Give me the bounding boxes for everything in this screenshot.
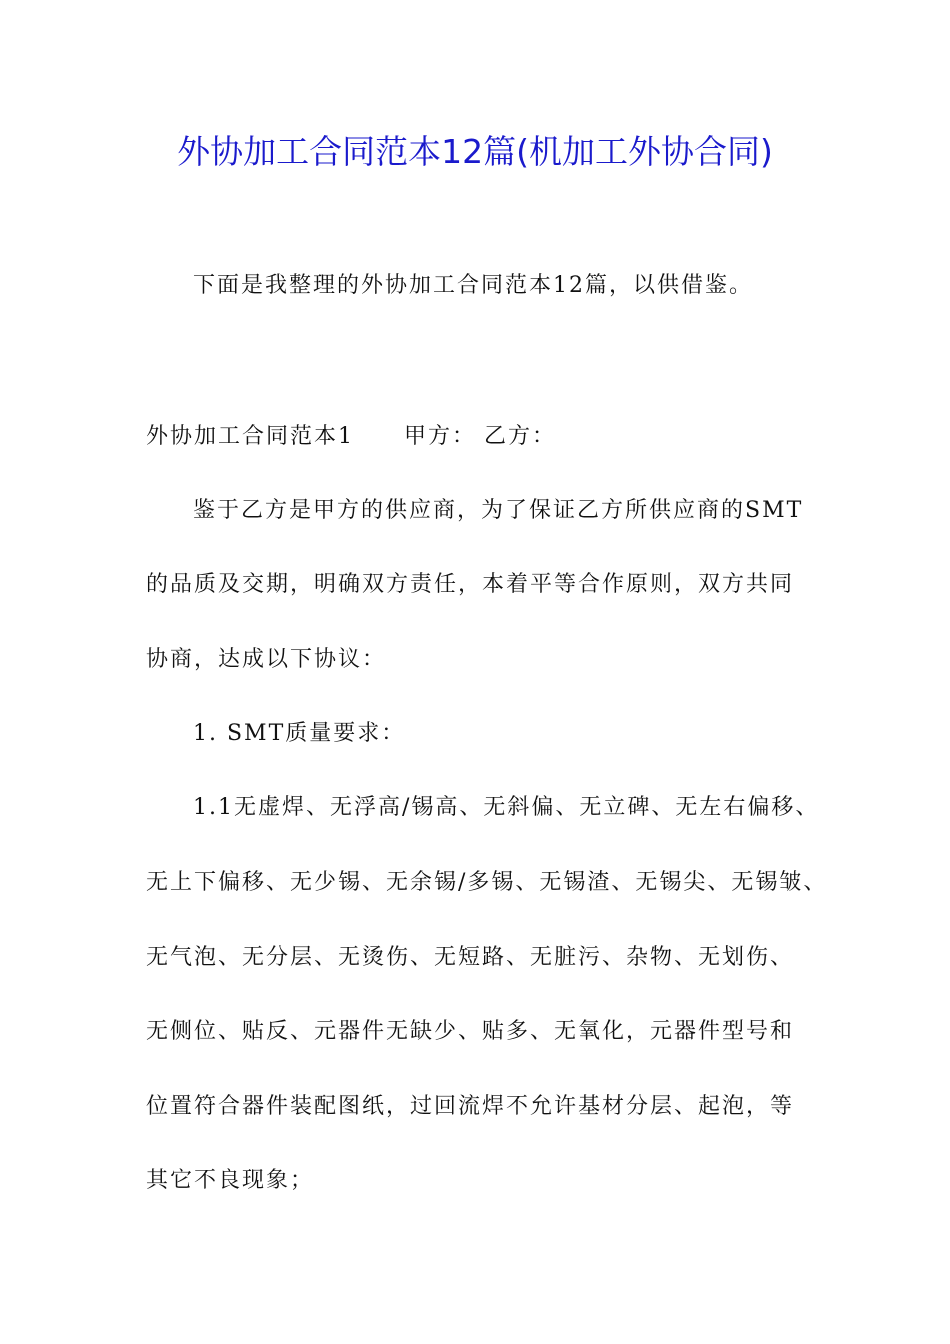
paragraph-line: 无侧位、贴反、元器件无缺少、贴多、无氧化，元器件型号和	[146, 1019, 795, 1044]
paragraph-line: 位置符合器件装配图纸，过回流焊不允许基材分层、起泡，等	[146, 1094, 795, 1119]
document-title: 外协加工合同范本12篇(机加工外协合同)	[177, 132, 773, 171]
contract-name: 外协加工合同范本1	[146, 424, 354, 449]
paragraph-line: 的品质及交期，明确双方责任，本着平等合作原则，双方共同	[146, 572, 795, 597]
section-heading	[146, 422, 556, 452]
paragraph-line: 鉴于乙方是甲方的供应商，为了保证乙方所供应商的SMT	[193, 498, 804, 523]
party-a-label: 甲方：	[404, 424, 477, 449]
paragraph-line: 1.1无虚焊、无浮高/锡高、无斜偏、无立碑、无左右偏移、	[193, 795, 820, 820]
intro-paragraph: 下面是我整理的外协加工合同范本12篇，以供借鉴。	[193, 273, 753, 298]
paragraph-line: 无上下偏移、无少锡、无余锡/多锡、无锡渣、无锡尖、无锡皱、	[146, 870, 828, 895]
paragraph-line: 协商，达成以下协议：	[146, 647, 387, 672]
paragraph-line: 其它不良现象；	[146, 1168, 315, 1193]
paragraph-line: 无气泡、无分层、无烫伤、无短路、无脏污、杂物、无划伤、	[146, 945, 795, 970]
party-b-label: 乙方：	[484, 424, 557, 449]
list-item-heading: 1. SMT质量要求：	[193, 721, 406, 746]
